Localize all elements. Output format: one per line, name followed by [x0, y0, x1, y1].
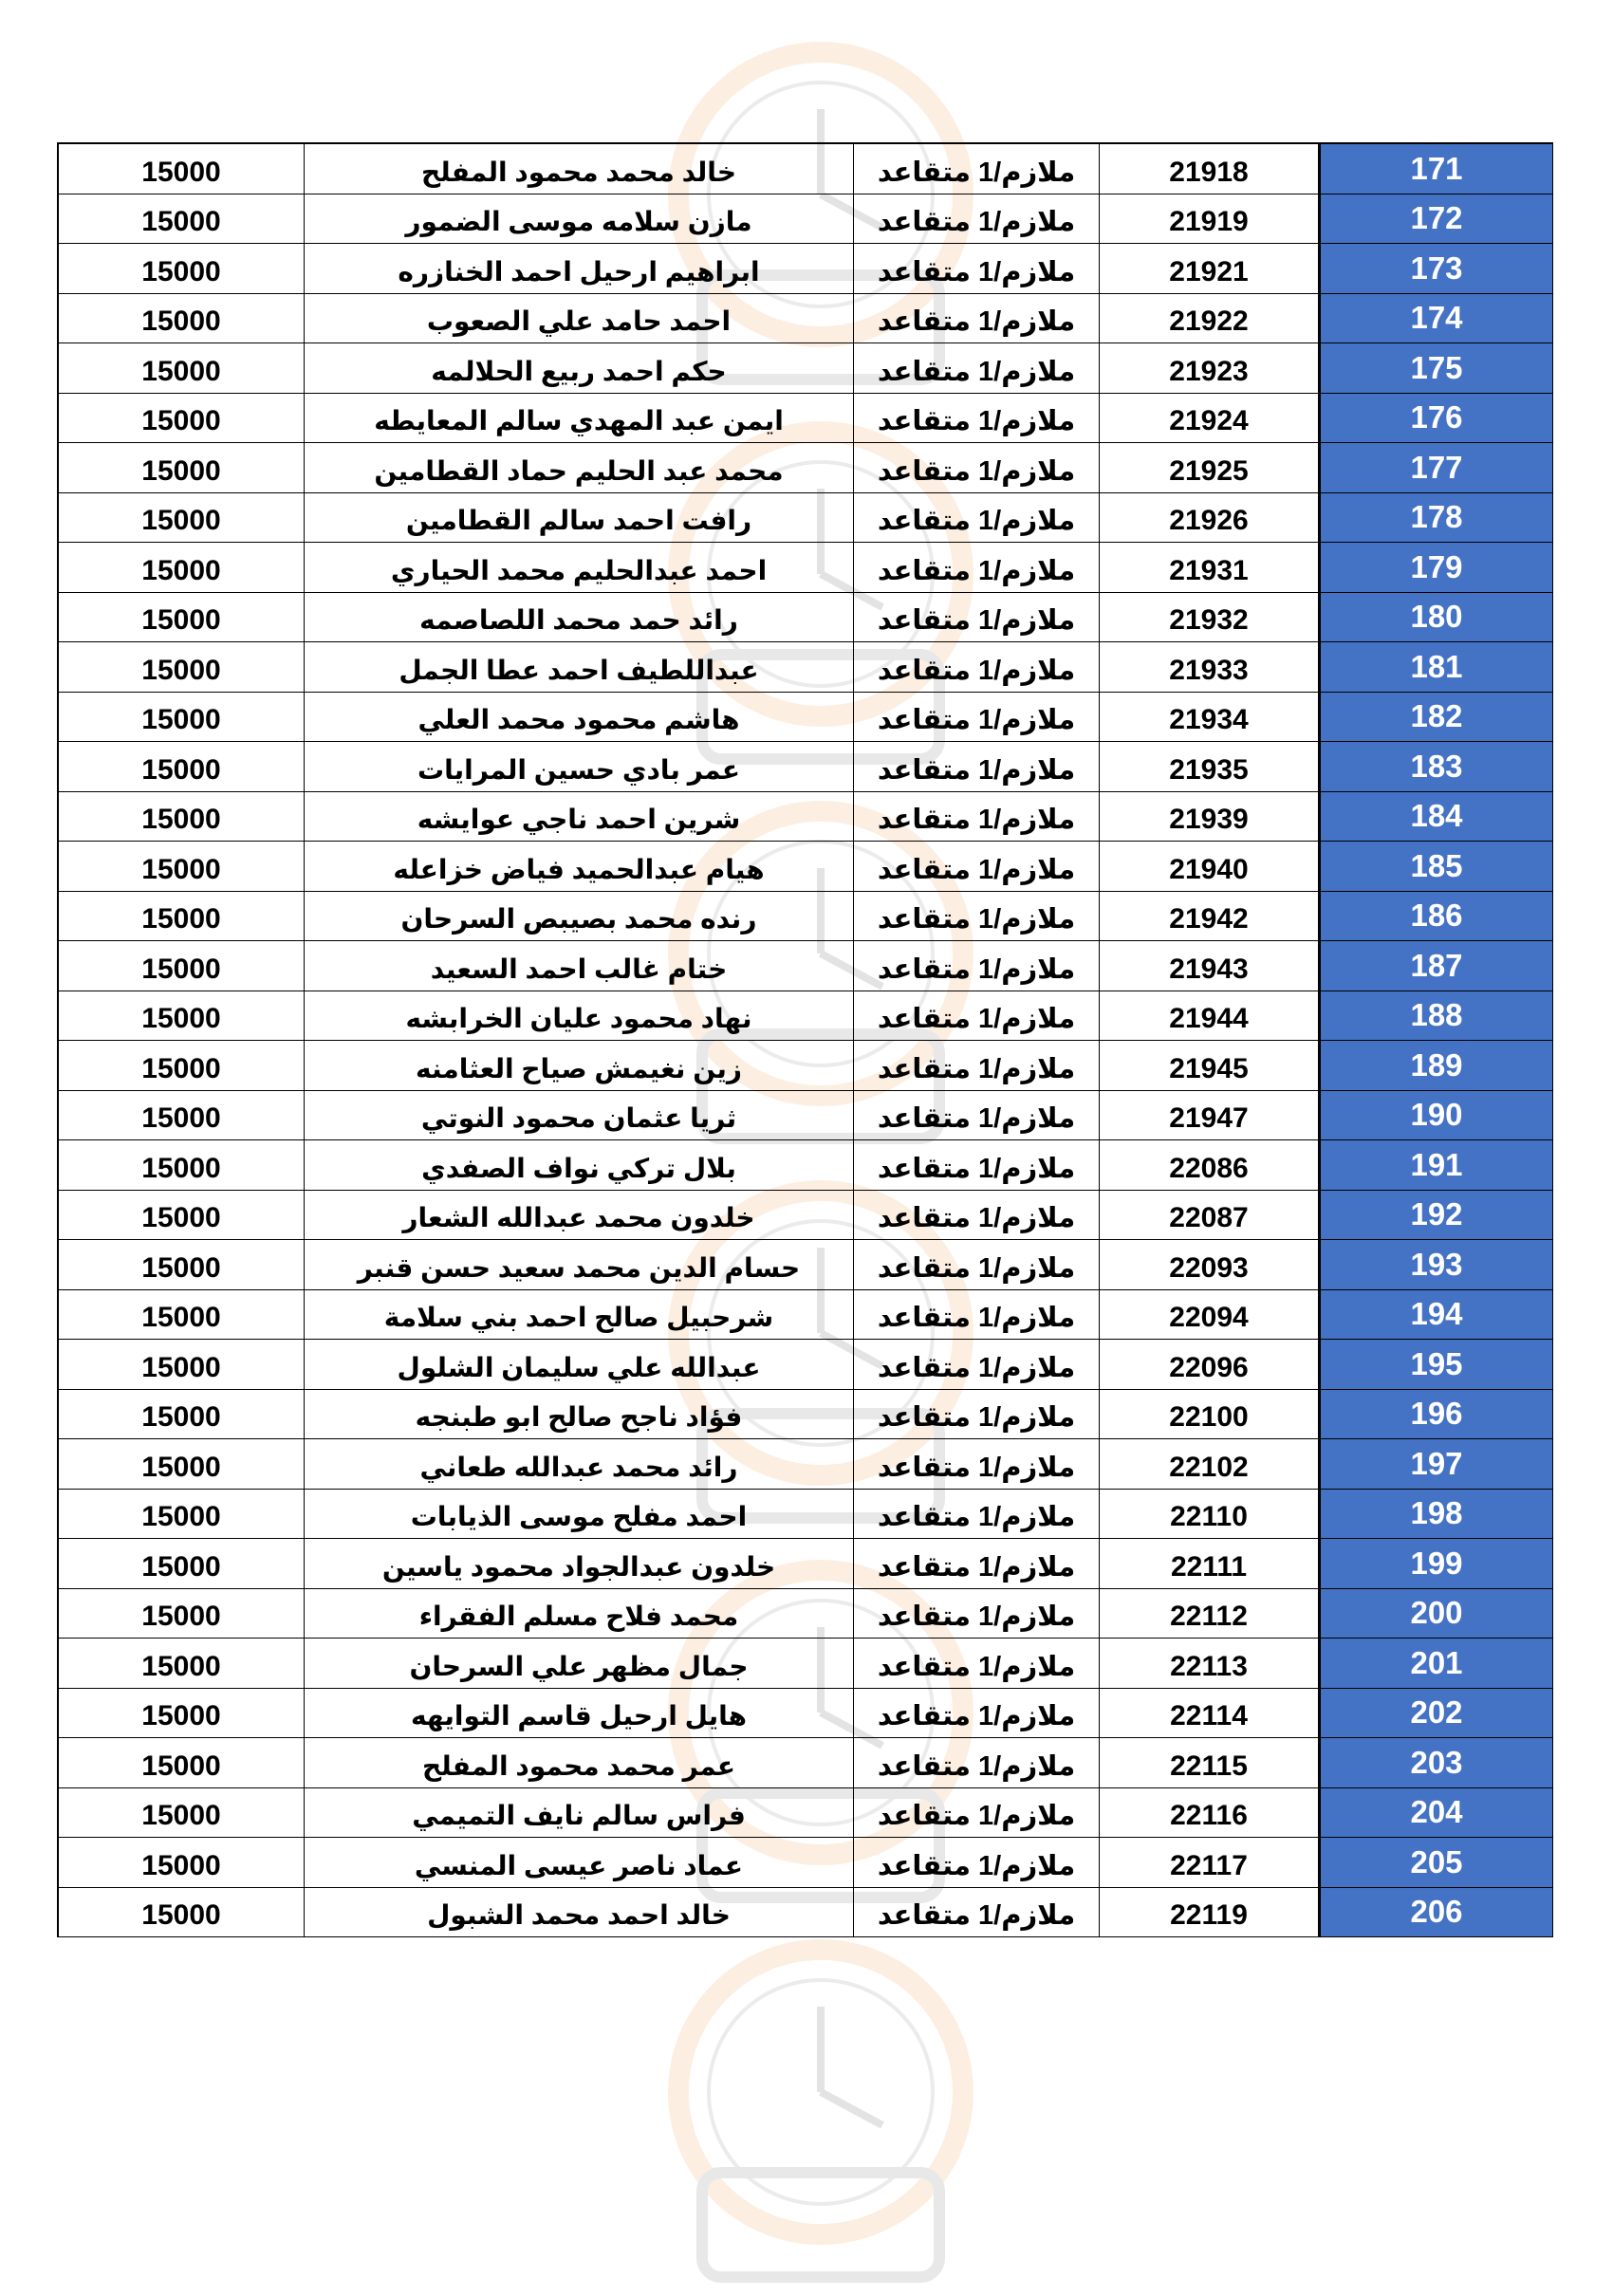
row-amount: 15000	[58, 1041, 305, 1091]
row-code: 21934	[1100, 692, 1320, 742]
row-amount: 15000	[58, 293, 305, 343]
row-code: 21942	[1100, 891, 1320, 941]
row-index: 179	[1320, 543, 1553, 593]
row-name: جمال مظهر علي السرحان	[305, 1639, 854, 1689]
row-name: شرين احمد ناجي عوايشه	[305, 791, 854, 842]
row-name: رنده محمد بصيبص السرحان	[305, 891, 854, 941]
row-code: 21947	[1100, 1090, 1320, 1140]
row-code: 21935	[1100, 742, 1320, 792]
table-row	[58, 244, 1553, 294]
row-amount: 15000	[58, 642, 305, 693]
row-amount: 15000	[58, 1787, 305, 1838]
table-body	[58, 143, 1553, 1937]
table-row	[58, 1240, 1553, 1290]
table-row	[58, 1289, 1553, 1340]
row-rank: ملازم/1 متقاعد	[854, 842, 1100, 892]
row-rank: ملازم/1 متقاعد	[854, 742, 1100, 792]
row-code: 21944	[1100, 991, 1320, 1041]
table-row	[58, 1688, 1553, 1738]
row-index: 186	[1320, 891, 1553, 941]
row-rank: ملازم/1 متقاعد	[854, 1041, 1100, 1091]
row-code: 22100	[1100, 1389, 1320, 1439]
row-index: 177	[1320, 443, 1553, 493]
row-rank: ملازم/1 متقاعد	[854, 592, 1100, 642]
table-row	[58, 1090, 1553, 1140]
row-index: 189	[1320, 1041, 1553, 1091]
table-row	[58, 791, 1553, 842]
row-amount: 15000	[58, 1588, 305, 1639]
row-rank: ملازم/1 متقاعد	[854, 1340, 1100, 1390]
row-name: احمد عبدالحليم محمد الحياري	[305, 543, 854, 593]
row-name: بلال تركي نواف الصفدي	[305, 1140, 854, 1191]
table-row	[58, 941, 1553, 991]
row-code: 21923	[1100, 343, 1320, 394]
row-rank: ملازم/1 متقاعد	[854, 642, 1100, 693]
row-name: محمد عبد الحليم حماد القطامين	[305, 443, 854, 493]
row-amount: 15000	[58, 244, 305, 294]
row-rank: ملازم/1 متقاعد	[854, 1639, 1100, 1689]
row-amount: 15000	[58, 1289, 305, 1340]
table-row	[58, 492, 1553, 543]
row-index: 197	[1320, 1439, 1553, 1490]
row-index: 175	[1320, 343, 1553, 394]
row-amount: 15000	[58, 1688, 305, 1738]
row-index: 195	[1320, 1340, 1553, 1390]
row-index: 203	[1320, 1738, 1553, 1788]
row-index: 205	[1320, 1838, 1553, 1888]
clock-logo-watermark-icon	[664, 1935, 977, 2296]
row-amount: 15000	[58, 1090, 305, 1140]
row-rank: ملازم/1 متقاعد	[854, 1738, 1100, 1788]
row-name: خالد احمد محمد الشبول	[305, 1887, 854, 1937]
row-name: فؤاد ناجح صالح ابو طبنجه	[305, 1389, 854, 1439]
row-rank: ملازم/1 متقاعد	[854, 791, 1100, 842]
row-index: 202	[1320, 1688, 1553, 1738]
row-code: 21926	[1100, 492, 1320, 543]
row-code: 21933	[1100, 642, 1320, 693]
row-name: هايل ارحيل قاسم التوايهه	[305, 1688, 854, 1738]
table-row	[58, 1439, 1553, 1490]
row-code: 22086	[1100, 1140, 1320, 1191]
row-rank: ملازم/1 متقاعد	[854, 1787, 1100, 1838]
table-row	[58, 742, 1553, 792]
table-row	[58, 1838, 1553, 1888]
table-row	[58, 343, 1553, 394]
row-code: 21943	[1100, 941, 1320, 991]
row-name: عبداللطيف احمد عطا الجمل	[305, 642, 854, 693]
row-rank: ملازم/1 متقاعد	[854, 1240, 1100, 1290]
row-code: 22102	[1100, 1439, 1320, 1490]
row-amount: 15000	[58, 692, 305, 742]
row-amount: 15000	[58, 1140, 305, 1191]
row-index: 181	[1320, 642, 1553, 693]
row-rank: ملازم/1 متقاعد	[854, 692, 1100, 742]
row-rank: ملازم/1 متقاعد	[854, 941, 1100, 991]
table-row	[58, 1787, 1553, 1838]
row-index: 198	[1320, 1489, 1553, 1539]
row-index: 180	[1320, 592, 1553, 642]
row-name: محمد فلاح مسلم الفقراء	[305, 1588, 854, 1639]
row-name: مازن سلامه موسى الضمور	[305, 194, 854, 244]
row-index: 182	[1320, 692, 1553, 742]
row-amount: 15000	[58, 443, 305, 493]
row-name: ختام غالب احمد السعيد	[305, 941, 854, 991]
row-rank: ملازم/1 متقاعد	[854, 1439, 1100, 1490]
row-code: 21925	[1100, 443, 1320, 493]
row-name: عماد ناصر عيسى المنسي	[305, 1838, 854, 1888]
row-amount: 15000	[58, 1887, 305, 1937]
row-code: 22119	[1100, 1887, 1320, 1937]
table-row	[58, 991, 1553, 1041]
retirees-table	[57, 142, 1553, 1937]
row-index: 204	[1320, 1787, 1553, 1838]
row-rank: ملازم/1 متقاعد	[854, 1289, 1100, 1340]
row-rank: ملازم/1 متقاعد	[854, 991, 1100, 1041]
row-code: 21940	[1100, 842, 1320, 892]
row-name: ثريا عثمان محمود النوتي	[305, 1090, 854, 1140]
row-code: 21945	[1100, 1041, 1320, 1091]
table-row	[58, 1190, 1553, 1240]
row-rank: ملازم/1 متقاعد	[854, 393, 1100, 443]
row-amount: 15000	[58, 343, 305, 394]
row-index: 171	[1320, 143, 1553, 194]
row-name: ابراهيم ارحيل احمد الخنازره	[305, 244, 854, 294]
row-index: 196	[1320, 1389, 1553, 1439]
table-row	[58, 1489, 1553, 1539]
row-rank: ملازم/1 متقاعد	[854, 143, 1100, 194]
row-name: زين نغيمش صياح العثامنه	[305, 1041, 854, 1091]
table-row	[58, 692, 1553, 742]
table-row	[58, 891, 1553, 941]
table-row	[58, 443, 1553, 493]
row-index: 200	[1320, 1588, 1553, 1639]
row-rank: ملازم/1 متقاعد	[854, 1539, 1100, 1589]
row-rank: ملازم/1 متقاعد	[854, 891, 1100, 941]
row-index: 187	[1320, 941, 1553, 991]
row-amount: 15000	[58, 891, 305, 941]
row-amount: 15000	[58, 1539, 305, 1589]
row-name: عمر محمد محمود المفلح	[305, 1738, 854, 1788]
row-amount: 15000	[58, 1340, 305, 1390]
row-amount: 15000	[58, 791, 305, 842]
row-amount: 15000	[58, 592, 305, 642]
row-index: 194	[1320, 1289, 1553, 1340]
row-index: 206	[1320, 1887, 1553, 1937]
row-amount: 15000	[58, 1439, 305, 1490]
row-rank: ملازم/1 متقاعد	[854, 1588, 1100, 1639]
row-code: 22096	[1100, 1340, 1320, 1390]
row-code: 22117	[1100, 1838, 1320, 1888]
row-amount: 15000	[58, 842, 305, 892]
row-rank: ملازم/1 متقاعد	[854, 1489, 1100, 1539]
row-amount: 15000	[58, 991, 305, 1041]
table-row	[58, 1041, 1553, 1091]
row-name: خلدون محمد عبدالله الشعار	[305, 1190, 854, 1240]
row-name: احمد حامد علي الصعوب	[305, 293, 854, 343]
row-name: عمر بادي حسين المرايات	[305, 742, 854, 792]
row-rank: ملازم/1 متقاعد	[854, 1090, 1100, 1140]
table-row	[58, 143, 1553, 194]
row-amount: 15000	[58, 1489, 305, 1539]
row-rank: ملازم/1 متقاعد	[854, 492, 1100, 543]
row-name: نهاد محمود عليان الخرابشه	[305, 991, 854, 1041]
row-index: 191	[1320, 1140, 1553, 1191]
row-amount: 15000	[58, 1389, 305, 1439]
row-amount: 15000	[58, 1738, 305, 1788]
table-row	[58, 543, 1553, 593]
row-index: 201	[1320, 1639, 1553, 1689]
table-row	[58, 1738, 1553, 1788]
row-index: 184	[1320, 791, 1553, 842]
row-amount: 15000	[58, 393, 305, 443]
row-rank: ملازم/1 متقاعد	[854, 343, 1100, 394]
row-amount: 15000	[58, 492, 305, 543]
row-name: عبدالله علي سليمان الشلول	[305, 1340, 854, 1390]
row-rank: ملازم/1 متقاعد	[854, 543, 1100, 593]
row-name: فراس سالم نايف التميمي	[305, 1787, 854, 1838]
row-rank: ملازم/1 متقاعد	[854, 443, 1100, 493]
row-name: ايمن عبد المهدي سالم المعايطه	[305, 393, 854, 443]
row-name: خلدون عبدالجواد محمود ياسين	[305, 1539, 854, 1589]
row-name: رائد حمد محمد اللصاصمه	[305, 592, 854, 642]
table-row	[58, 1588, 1553, 1639]
row-code: 22114	[1100, 1688, 1320, 1738]
row-name: احمد مفلح موسى الذيابات	[305, 1489, 854, 1539]
row-index: 188	[1320, 991, 1553, 1041]
row-code: 22094	[1100, 1289, 1320, 1340]
row-index: 174	[1320, 293, 1553, 343]
row-index: 199	[1320, 1539, 1553, 1589]
row-name: هاشم محمود محمد العلي	[305, 692, 854, 742]
row-rank: ملازم/1 متقاعد	[854, 293, 1100, 343]
table-row	[58, 1340, 1553, 1390]
row-name: خالد محمد محمود المفلح	[305, 143, 854, 194]
table-row	[58, 194, 1553, 244]
row-name: رافت احمد سالم القطامين	[305, 492, 854, 543]
row-name: حكم احمد ربيع الحلالمه	[305, 343, 854, 394]
row-index: 190	[1320, 1090, 1553, 1140]
row-amount: 15000	[58, 143, 305, 194]
row-amount: 15000	[58, 194, 305, 244]
table-row	[58, 592, 1553, 642]
row-code: 22087	[1100, 1190, 1320, 1240]
row-amount: 15000	[58, 1240, 305, 1290]
row-code: 21924	[1100, 393, 1320, 443]
row-rank: ملازم/1 متقاعد	[854, 1688, 1100, 1738]
table-row	[58, 1539, 1553, 1589]
row-index: 178	[1320, 492, 1553, 543]
table-row	[58, 293, 1553, 343]
row-index: 172	[1320, 194, 1553, 244]
row-index: 192	[1320, 1190, 1553, 1240]
table-row	[58, 642, 1553, 693]
table-row	[58, 393, 1553, 443]
row-code: 22111	[1100, 1539, 1320, 1589]
row-rank: ملازم/1 متقاعد	[854, 194, 1100, 244]
row-rank: ملازم/1 متقاعد	[854, 1140, 1100, 1191]
row-code: 21931	[1100, 543, 1320, 593]
row-amount: 15000	[58, 1639, 305, 1689]
row-code: 21922	[1100, 293, 1320, 343]
row-amount: 15000	[58, 543, 305, 593]
row-rank: ملازم/1 متقاعد	[854, 1389, 1100, 1439]
table-row	[58, 1639, 1553, 1689]
row-code: 21918	[1100, 143, 1320, 194]
row-name: رائد محمد عبدالله طعاني	[305, 1439, 854, 1490]
row-name: هيام عبدالحميد فياض خزاعله	[305, 842, 854, 892]
row-index: 176	[1320, 393, 1553, 443]
row-code: 22116	[1100, 1787, 1320, 1838]
row-code: 22093	[1100, 1240, 1320, 1290]
row-rank: ملازم/1 متقاعد	[854, 1838, 1100, 1888]
row-code: 21932	[1100, 592, 1320, 642]
row-index: 183	[1320, 742, 1553, 792]
table-row	[58, 1140, 1553, 1191]
row-rank: ملازم/1 متقاعد	[854, 244, 1100, 294]
row-amount: 15000	[58, 1190, 305, 1240]
row-code: 21921	[1100, 244, 1320, 294]
row-rank: ملازم/1 متقاعد	[854, 1190, 1100, 1240]
row-amount: 15000	[58, 941, 305, 991]
table-row	[58, 1389, 1553, 1439]
row-code: 22115	[1100, 1738, 1320, 1788]
row-code: 21939	[1100, 791, 1320, 842]
row-code: 22113	[1100, 1639, 1320, 1689]
row-index: 185	[1320, 842, 1553, 892]
row-amount: 15000	[58, 1838, 305, 1888]
row-code: 22112	[1100, 1588, 1320, 1639]
table-row	[58, 842, 1553, 892]
table-row	[58, 1887, 1553, 1937]
row-code: 22110	[1100, 1489, 1320, 1539]
row-index: 193	[1320, 1240, 1553, 1290]
row-rank: ملازم/1 متقاعد	[854, 1887, 1100, 1937]
row-code: 21919	[1100, 194, 1320, 244]
row-index: 173	[1320, 244, 1553, 294]
row-name: شرحبيل صالح احمد بني سلامة	[305, 1289, 854, 1340]
row-amount: 15000	[58, 742, 305, 792]
row-name: حسام الدين محمد سعيد حسن قنبر	[305, 1240, 854, 1290]
